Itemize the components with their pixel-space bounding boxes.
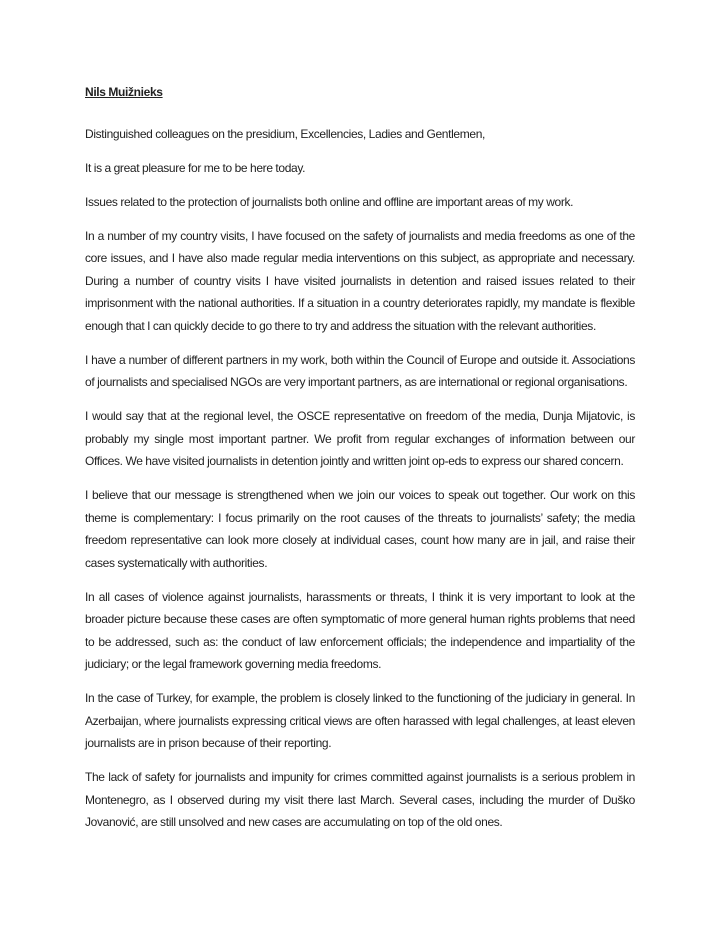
paragraph-partners: I have a number of different partners in my work, both within the Council of Europe and outside it. Associations of journalists and specialised NGOs are very important partners, as are international or regional organisations. xyxy=(85,352,635,389)
paragraph-turkey-azerbaijan: In the case of Turkey, for example, the problem is closely linked to the functioning of the judiciary in general. In Azerbaijan, where journalists expressing critical views are often harassed with legal challenges, at least eleven journalists are in prison because of their reporting. xyxy=(85,691,635,750)
author-name: Nils Muižnieks xyxy=(85,85,163,99)
paragraph-intro: Issues related to the protection of journalists both online and offline are important areas of my work. xyxy=(85,194,574,209)
paragraph-greeting: It is a great pleasure for me to be here today. xyxy=(85,160,306,175)
paragraph-country-visits: In a number of my country visits, I have focused on the safety of journalists and media freedoms as one of the core issues, and I have also made regular media interventions on this subject, as appropriate and necessary. During a number of country visits I have visited journalists in detention and raised issues related to their imprisonment with the national authorities. If a situation in a country deteriorates rapidly, my mandate is flexible enough that I can quickly decide to go there to try and address the situation with the relevant authorities. xyxy=(85,228,635,333)
paragraph-joint-voices: I believe that our message is strengthened when we join our voices to speak out together. Our work on this theme is complementary: I focus primarily on the root causes of the threats to journalists’ safety; the media freedom representative can look more closely at individual cases, count how many are in jail, and raise their cases systematically with authorities. xyxy=(85,488,635,570)
document-body xyxy=(85,85,635,845)
paragraph-osce: I would say that at the regional level, the OSCE representative on freedom of the media, Dunja Mijatovic, is probably my single most important partner. We profit from regular exchanges of information between our Offices. We have visited journalists in detention jointly and written joint op-eds to express our shared concern. xyxy=(85,409,635,468)
paragraph-montenegro: The lack of safety for journalists and impunity for crimes committed against journalists is a serious problem in Montenegro, as I observed during my visit there last March. Several cases, including the murder of Duško Jovanović, are still unsolved and new cases are accumulating on top of the old ones. xyxy=(85,770,635,829)
paragraph-broader-picture: In all cases of violence against journalists, harassments or threats, I think it is very important to look at the broader picture because these cases are often symptomatic of more general human rights problems that need to be addressed, such as: the conduct of law enforcement officials; the independence and impartiality of the judiciary; or the legal framework governing media freedoms. xyxy=(85,589,635,671)
paragraph-salutation: Distinguished colleagues on the presidium, Excellencies, Ladies and Gentlemen, xyxy=(85,126,486,141)
